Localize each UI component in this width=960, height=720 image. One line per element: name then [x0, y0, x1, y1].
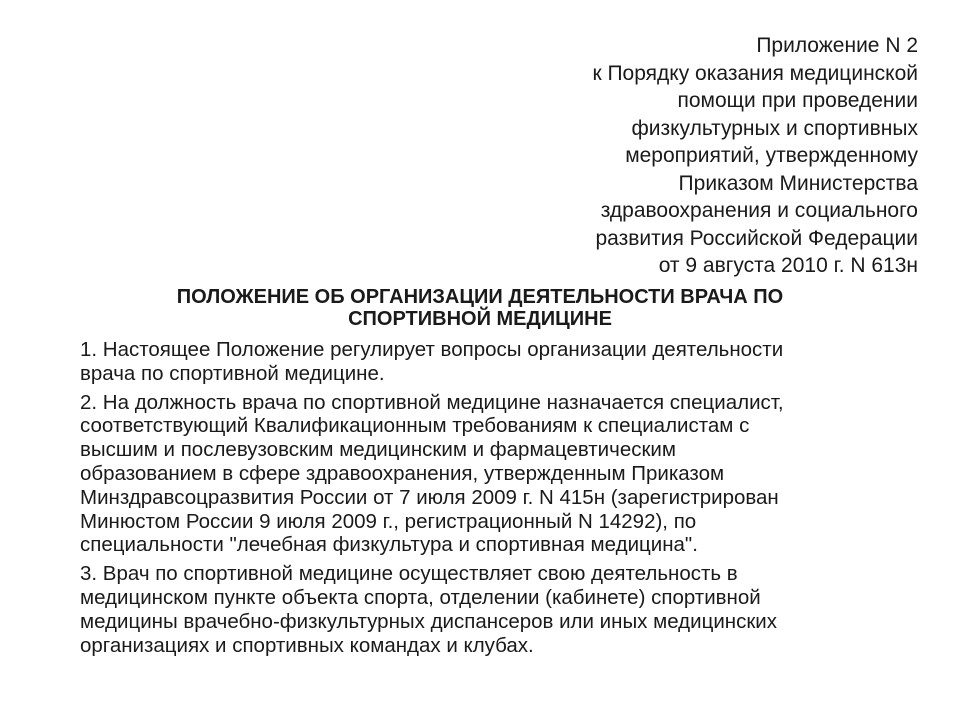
paragraph-line: 2. На должность врача по спортивной медицине назначается специалист, [80, 390, 784, 414]
paragraph-line: образованием в сфере здравоохранения, утвержденным Приказом [80, 461, 725, 485]
appendix-header [498, 32, 918, 280]
appendix-line: мероприятий, утвержденному [625, 144, 918, 167]
appendix-line: от 9 августа 2010 г. N 613н [658, 254, 918, 277]
appendix-line: Приложение N 2 [756, 34, 918, 57]
appendix-line: Приказом Министерства [678, 171, 918, 195]
paragraph-line: 3. Врач по спортивной медицине осуществляет свою деятельность в [80, 562, 738, 586]
document-title [60, 286, 900, 330]
paragraph-line: медицины врачебно-физкультурных диспансеров или иных медицинских [80, 609, 778, 633]
appendix-line: к Порядку оказания медицинской [592, 61, 918, 85]
paragraph-line: высшим и послевузовским медицинским и фармацевтическим [80, 438, 676, 462]
paragraph-line: медицинском пункте объекта спорта, отделении (кабинете) спортивной [80, 585, 761, 609]
appendix-line: физкультурных и спортивных [631, 116, 918, 140]
appendix-line: развития Российской Федерации [595, 226, 918, 250]
paragraph-line: специальности "лечебная физкультура и спортивная медицина". [80, 533, 698, 557]
paragraph-line: Минюстом России 9 июля 2009 г., регистрационный N 14292), по [80, 509, 697, 533]
paragraph-line: соответствующий Квалификационным требованиям к специалистам с [80, 414, 750, 438]
appendix-line: помощи при проведении [677, 89, 918, 112]
title-line: ПОЛОЖЕНИЕ ОБ ОРГАНИЗАЦИИ ДЕЯТЕЛЬНОСТИ ВРАЧА ПО [176, 286, 784, 308]
paragraph-line: Минздравсоцразвития России от 7 июля 2009 г. N 415н (зарегистрирован [80, 485, 779, 509]
paragraph-2 [80, 391, 930, 558]
title-line: СПОРТИВНОЙ МЕДИЦИНЕ [348, 308, 612, 330]
document-body [80, 338, 930, 662]
paragraph-line: организациях и спортивных командах и клубах. [80, 633, 534, 657]
paragraph-1 [80, 338, 930, 386]
paragraph-line: врача по спортивной медицине. [80, 361, 385, 385]
appendix-line: здравоохранения и социального [600, 199, 918, 222]
paragraph-3 [80, 562, 930, 657]
paragraph-line: 1. Настоящее Положение регулирует вопросы организации деятельности [80, 338, 784, 361]
